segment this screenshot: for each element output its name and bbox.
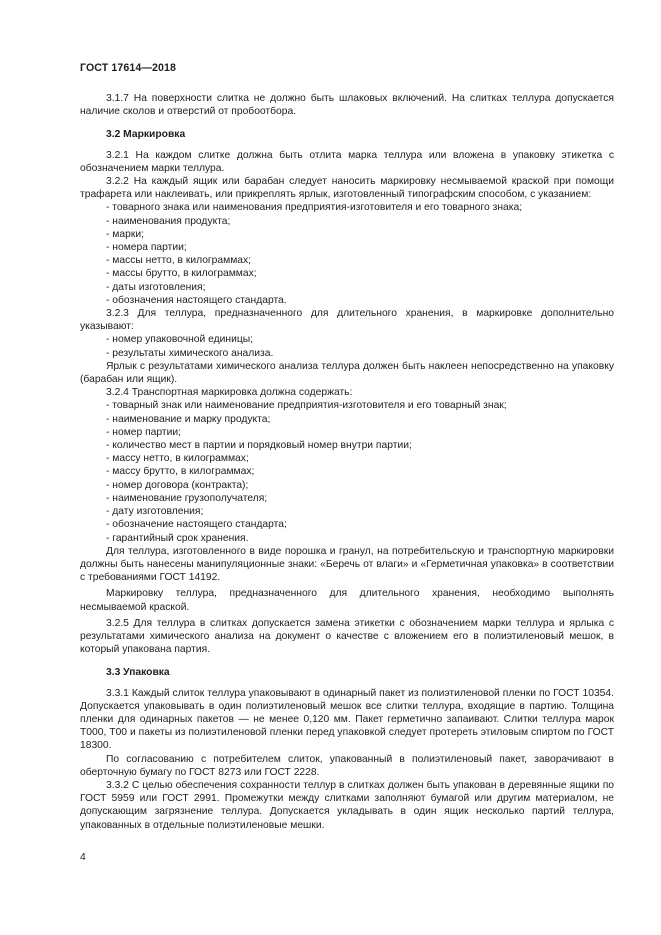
list-item: - номер договора (контракта);	[106, 479, 249, 491]
paragraph: 3.2.4 Транспортная маркировка должна содержать:	[106, 387, 353, 399]
list-item: - обозначения настоящего стандарта.	[106, 294, 287, 306]
list-item: - номера партии;	[106, 242, 187, 254]
paragraph: 3.1.7 На поверхности слитка не должно быть шлаковых включений. На слитках теллура допускается наличие сколов и отверстий от пробоотбора.	[80, 93, 614, 118]
list-item: - дату изготовления;	[106, 506, 204, 518]
list-item: - массу нетто, в килограммах;	[106, 453, 249, 465]
page-number: 4	[80, 852, 86, 863]
paragraph: Ярлык с результатами химического анализа теллура должен быть наклеен непосредственно на упаковку (барабан или ящик).	[80, 360, 614, 386]
list-item: - номер партии;	[106, 426, 181, 438]
list-item: - наименование грузополучателя;	[106, 492, 268, 504]
paragraph: По согласованию с потребителем слиток, упакованный в полиэтиленовый пакет, заворачивают в оберточную бумагу по ГОСТ 8273 или ГОСТ 2228.	[80, 753, 614, 778]
paragraph: 3.2.3 Для теллура, предназначенного для длительного хранения, в маркировке дополнительно указывают:	[80, 308, 614, 333]
list-item: - обозначение настоящего стандарта;	[106, 519, 287, 531]
paragraph: 3.3.1 Каждый слиток теллура упаковывают в одинарный пакет из полиэтиленовой пленки по ГОСТ 10354. Допускается упаковывать в один полиэтиленовый мешок все слитки теллура, входящие в партию. Толщина пленки для одинарных пакетов — не менее 0,120 мм. Пакет герметично запаивают. Слитки теллура марок Т000, Т00 и пакеты из полиэтиленовой пленки перед упаковкой следует протереть этиловым спиртом по ГОСТ 18300.	[80, 687, 614, 752]
paragraph: Для теллура, изготовленного в виде порошка и гранул, на потребительскую и транспортную маркировки должны быть нанесены манипуляционные знаки: «Беречь от влаги» и «Герметичная упаковка» в соответствии с требованиями ГОСТ 14192.	[80, 545, 614, 584]
paragraph: Маркировку теллура, предназначенного для длительного хранения, необходимо выполнять несмываемой краской.	[80, 588, 614, 613]
paragraph: 3.2.5 Для теллура в слитках допускается замена этикетки с обозначением марки теллура и ярлыка с результатами химического анализа на документ о качестве с вложением его в полиэтиленовый мешок, в который упакована партия.	[80, 617, 614, 656]
list-item: - массы брутто, в килограммах;	[106, 268, 257, 280]
document-body	[80, 92, 614, 832]
list-item: - гарантийный срок хранения.	[106, 532, 249, 544]
list-item: - марки;	[106, 228, 144, 240]
list-item: - даты изготовления;	[106, 281, 206, 293]
paragraph: 3.3.2 С целью обеспечения сохранности теллур в слитках должен быть упакован в деревянные ящики по ГОСТ 5959 или ГОСТ 2991. Промежутки между слитками заполняют бумагой или другим материалом, не допускающим загрязнение теллура. Допускается укладывать в один ящик несколько партий теллура, упакованных в отдельные полиэтиленовые мешки.	[80, 779, 614, 831]
list-item: - наименование и марку продукта;	[106, 413, 271, 425]
section-heading: 3.3 Упаковка	[106, 667, 170, 679]
list-item: - товарный знак или наименование предприятия-изготовителя и его товарный знак;	[106, 400, 507, 412]
document-header: ГОСТ 17614—2018	[80, 62, 177, 74]
list-item: - товарного знака или наименования предприятия-изготовителя и его товарного знака;	[106, 202, 523, 214]
paragraph: 3.2.1 На каждом слитке должна быть отлита марка теллура или вложена в упаковку этикетка с обозначением марки теллура.	[80, 149, 614, 174]
list-item: - количество мест в партии и порядковый номер внутри партии;	[106, 440, 412, 452]
list-item: - массы нетто, в килограммах;	[106, 255, 252, 267]
list-item: - номер упаковочной единицы;	[106, 334, 253, 346]
list-item: - наименования продукта;	[106, 215, 231, 227]
list-item: - массу брутто, в килограммах;	[106, 466, 255, 478]
section-heading: 3.2 Маркировка	[106, 129, 186, 141]
paragraph: 3.2.2 На каждый ящик или барабан следует наносить маркировку несмываемой краской при помощи трафарета или наклеивать, или прикреплять ярлык, изготовленный типографским способом, с указанием:	[80, 176, 614, 201]
list-item: - результаты химического анализа.	[106, 347, 274, 359]
